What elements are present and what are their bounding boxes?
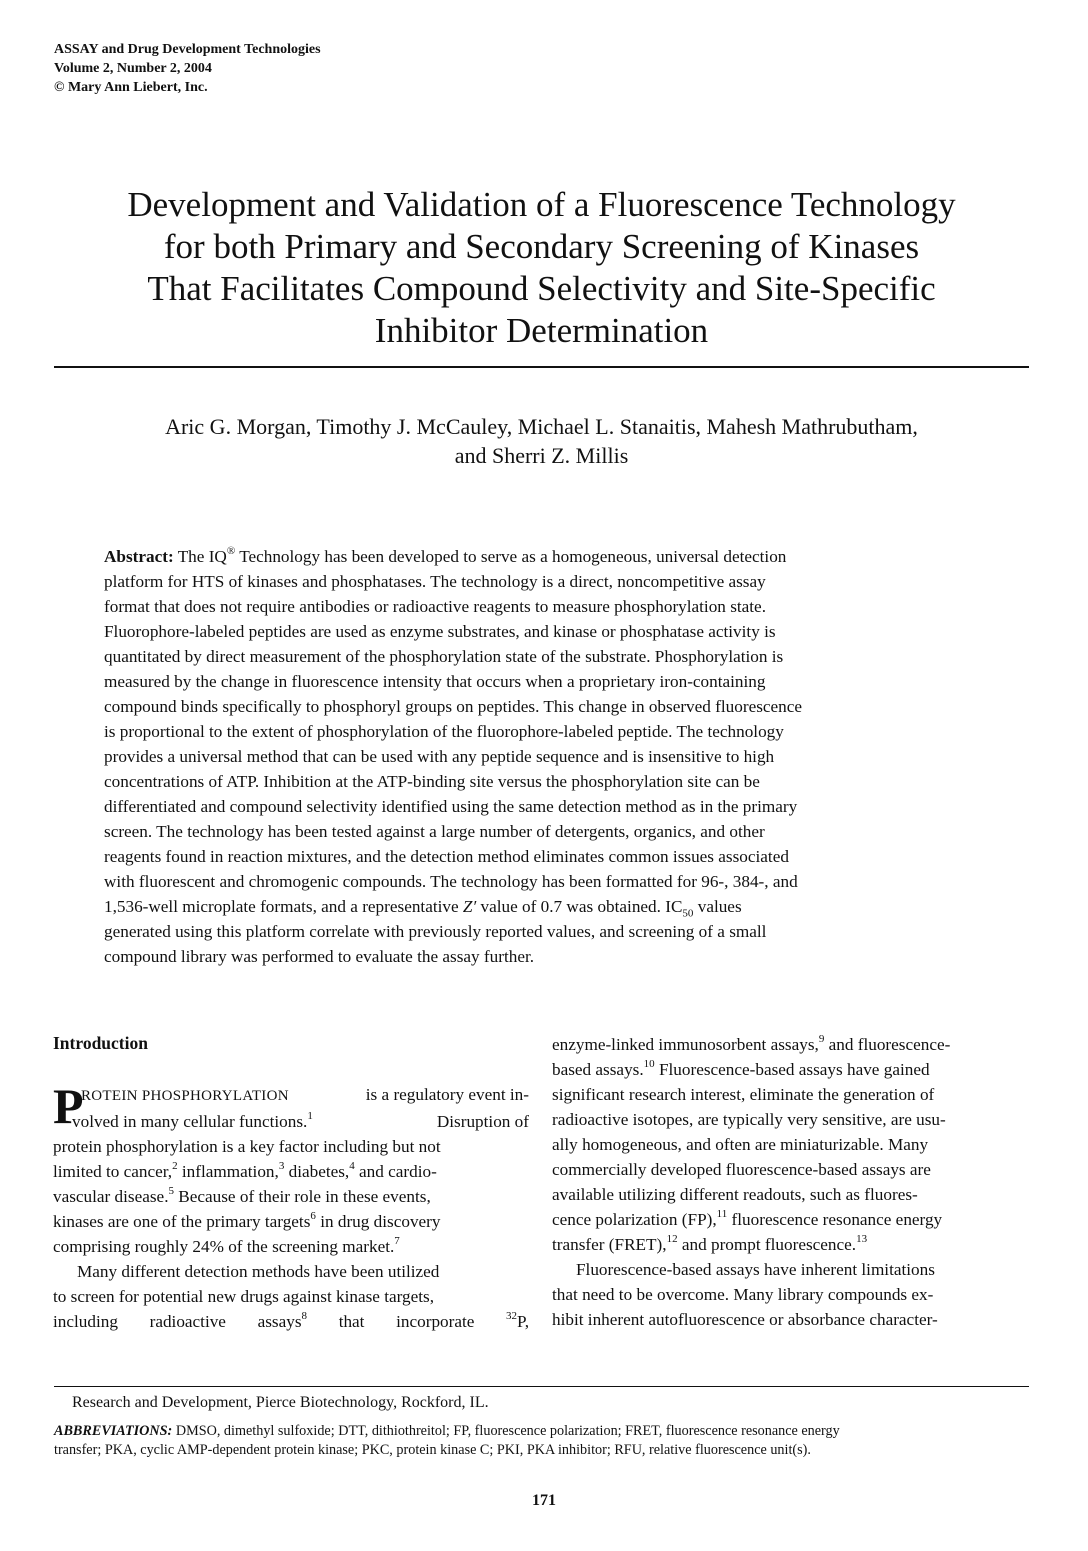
text-span: kinases are one of the primary targets	[53, 1212, 311, 1231]
text-line	[53, 1234, 529, 1259]
text-line	[53, 1309, 529, 1334]
citation-marker: 7	[394, 1235, 400, 1248]
abstract	[104, 544, 984, 969]
text-span: transfer (FRET),	[552, 1235, 667, 1254]
text-span: comprising roughly 24% of the screening market.	[53, 1237, 395, 1256]
authors-line: Aric G. Morgan, Timothy J. McCauley, Michael L. Stanaitis, Mahesh Mathrubutham,	[165, 414, 918, 439]
abstract-text: values	[693, 897, 742, 916]
text-line	[53, 1184, 529, 1209]
text-span: vascular disease.	[53, 1187, 169, 1206]
abstract-line	[104, 894, 984, 919]
abstract-line: quantitated by direct measurement of the phosphorylation state of the substrate. Phosphorylation is	[104, 647, 784, 666]
author-list	[54, 412, 1029, 470]
abstract-line: reagents found in reaction mixtures, and the detection method eliminates common issues associated	[104, 847, 789, 866]
text-line: protein phosphorylation is a key factor including but not	[53, 1137, 441, 1156]
text-span: limited to cancer,	[53, 1162, 173, 1181]
text-span: diabetes,	[284, 1162, 350, 1181]
text-line: ally homogeneous, and often are miniaturizable. Many	[552, 1135, 929, 1154]
journal-copyright: © Mary Ann Liebert, Inc.	[54, 80, 208, 95]
citation-marker: 11	[716, 1208, 728, 1221]
small-caps-text: ROTEIN PHOSPHORYLATION	[81, 1088, 289, 1104]
subscript: 50	[682, 907, 694, 920]
abstract-label: Abstract:	[104, 547, 174, 566]
affiliation-footnote: Research and Development, Pierce Biotechnology, Rockford, IL.	[72, 1394, 489, 1411]
citation-marker: 1	[307, 1110, 313, 1123]
journal-volume: Volume 2, Number 2, 2004	[54, 61, 212, 76]
text-line: available utilizing different readouts, such as fluores-	[552, 1185, 918, 1204]
text-line: that need to be overcome. Many library compounds ex-	[552, 1285, 934, 1304]
abstract-line: platform for HTS of kinases and phosphatases. The technology is a direct, noncompetitive assay	[104, 572, 766, 591]
isotope-superscript: 32	[506, 1310, 518, 1323]
citation-marker: 4	[349, 1160, 355, 1173]
abstract-line: generated using this platform correlate with previously reported values, and screening of a small	[104, 922, 767, 941]
page-number: 171	[532, 1492, 556, 1509]
text-span: enzyme-linked immunosorbent assays,	[552, 1035, 819, 1054]
registered-mark: ®	[226, 545, 236, 558]
text-span: Because of their role in these events,	[174, 1187, 431, 1206]
text-span: volved in many cellular functions.	[72, 1112, 308, 1131]
abstract-text: The IQ	[177, 547, 227, 566]
abbreviations-footnote	[54, 1422, 1029, 1460]
citation-marker: 2	[172, 1160, 178, 1173]
text-line	[552, 1057, 1028, 1082]
text-line	[53, 1082, 529, 1109]
abstract-line: compound library was performed to evaluate the assay further.	[104, 947, 535, 966]
text-span: and cardio-	[354, 1162, 437, 1181]
intro-paragraph-1	[53, 1078, 529, 1259]
text-line: hibit inherent autofluorescence or absorbance character-	[552, 1310, 938, 1329]
text-line: to screen for potential new drugs against kinase targets,	[53, 1287, 435, 1306]
text-span: Disruption of	[436, 1112, 529, 1131]
text-line	[552, 1207, 1028, 1232]
citation-marker: 6	[310, 1210, 316, 1223]
text-span: based assays.	[552, 1060, 644, 1079]
abstract-line: provides a universal method that can be used with any peptide sequence and is insensitive to high	[104, 747, 775, 766]
text-span: in drug discovery	[315, 1212, 441, 1231]
title-line: Inhibitor Determination	[374, 311, 709, 350]
citation-marker: 3	[278, 1160, 285, 1173]
text-line: commercially developed fluorescence-based assays are	[552, 1160, 931, 1179]
section-heading-introduction: Introduction	[53, 1033, 148, 1053]
text-span: fluorescence resonance energy	[727, 1210, 943, 1229]
text-span: radioactive	[149, 1312, 226, 1331]
abbreviations-label: ABBREVIATIONS:	[54, 1423, 173, 1439]
citation-marker: 12	[666, 1233, 678, 1246]
abstract-line: compound binds specifically to phosphoryl groups on peptides. This change in observed fluorescence	[104, 697, 803, 716]
text-span: and prompt fluorescence.	[677, 1235, 857, 1254]
text-line	[53, 1159, 529, 1184]
abstract-text: value of 0.7 was obtained. IC	[476, 897, 683, 916]
right-column	[552, 1032, 1028, 1332]
footnote-line	[54, 1422, 1029, 1441]
abstract-line: with fluorescent and chromogenic compounds. The technology has been formatted for 96-, 384-, and	[104, 872, 798, 891]
text-line	[53, 1209, 529, 1234]
footnote-divider	[54, 1386, 1029, 1387]
article-title	[54, 184, 1029, 352]
text-span: is a regulatory event in-	[365, 1085, 529, 1104]
journal-name: ASSAY and Drug Development Technologies	[54, 42, 321, 57]
footnote-line: transfer; PKA, cyclic AMP-dependent protein kinase; PKC, protein kinase C; PKI, PKA inhibitor; RFU, relative fluorescence unit(s).	[54, 1442, 811, 1458]
text-line	[552, 1032, 1028, 1057]
abstract-line: screen. The technology has been tested against a large number of detergents, organics, and other	[104, 822, 765, 841]
abstract-line: is proportional to the extent of phosphorylation of the fluorophore-labeled peptide. The technology	[104, 722, 784, 741]
footnote-text: DMSO, dimethyl sulfoxide; DTT, dithiothreitol; FP, fluorescence polarization; FRET, fluorescence resonance energy	[172, 1423, 840, 1439]
citation-marker: 5	[168, 1185, 174, 1198]
abstract-line: format that does not require antibodies or radioactive reagents to measure phosphorylation state.	[104, 597, 766, 616]
abstract-line: Fluorophore-labeled peptides are used as enzyme substrates, and kinase or phosphatase activity is	[104, 622, 776, 641]
citation-marker: 9	[818, 1033, 825, 1046]
z-prime-symbol: Z′	[462, 897, 477, 916]
left-column	[53, 1032, 529, 1334]
text-line	[53, 1109, 529, 1134]
text-span: inflammation,	[177, 1162, 279, 1181]
authors-line: and Sherri Z. Millis	[454, 443, 629, 468]
abstract-line: differentiated and compound selectivity identified using the same detection method as in the primary	[104, 797, 798, 816]
text-span: and fluorescence-	[824, 1035, 951, 1054]
intro-paragraph-2	[53, 1259, 529, 1334]
title-line: Development and Validation of a Fluorescence Technology	[127, 185, 956, 224]
text-line: radioactive isotopes, are typically very sensitive, are usu-	[552, 1110, 946, 1129]
abstract-line: measured by the change in fluorescence intensity that occurs when a proprietary iron-containing	[104, 672, 766, 691]
text-line: significant research interest, eliminate the generation of	[552, 1085, 935, 1104]
text-line	[552, 1232, 1028, 1257]
text-span: Fluorescence-based assays have gained	[654, 1060, 930, 1079]
text-line: Many different detection methods have been utilized	[77, 1262, 440, 1281]
abstract-text: 1,536-well microplate formats, and a representative	[104, 897, 463, 916]
drop-cap: P	[53, 1078, 84, 1134]
abstract-text: Technology has been developed to serve as a homogeneous, universal detection	[235, 547, 787, 566]
text-span: including	[53, 1312, 118, 1331]
abstract-line: concentrations of ATP. Inhibition at the ATP-binding site versus the phosphorylation site can be	[104, 772, 760, 791]
abstract-line	[104, 544, 984, 569]
text-line: Fluorescence-based assays have inherent limitations	[576, 1260, 935, 1279]
journal-header	[54, 40, 321, 97]
text-span: incorporate	[396, 1312, 475, 1331]
title-line: for both Primary and Secondary Screening of Kinases	[163, 227, 920, 266]
text-span: P,	[517, 1312, 529, 1331]
citation-marker: 13	[856, 1233, 868, 1246]
citation-marker: 8	[301, 1310, 308, 1323]
text-span: that	[338, 1312, 365, 1331]
citation-marker: 10	[643, 1058, 655, 1071]
title-divider	[54, 366, 1029, 368]
title-line: That Facilitates Compound Selectivity and Site-Specific	[147, 269, 936, 308]
text-span: assays	[257, 1312, 302, 1331]
text-span: cence polarization (FP),	[552, 1210, 717, 1229]
